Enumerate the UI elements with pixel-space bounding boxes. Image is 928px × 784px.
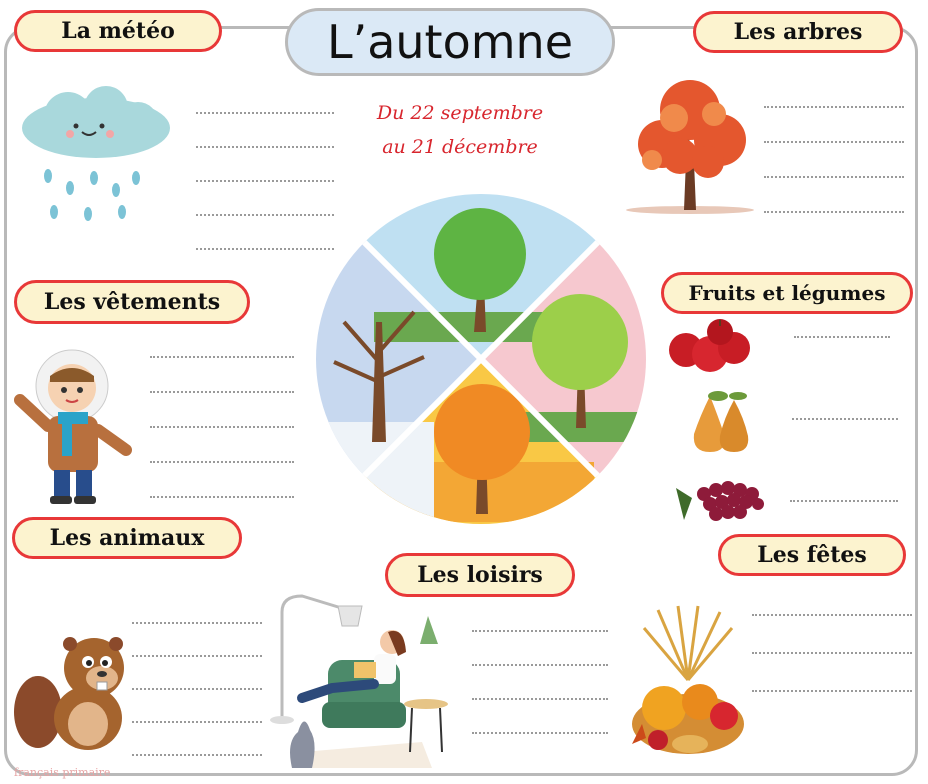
label-arbres: Les arbres: [693, 11, 903, 53]
writing-lines-loisirs: [472, 630, 608, 734]
grapes-icon: [672, 470, 772, 530]
dates-line-1: Du 22 septembre: [376, 102, 544, 124]
writing-lines-animaux: [132, 622, 262, 756]
writing-lines-vetements: [150, 356, 294, 498]
dates-line-2: au 21 décembre: [382, 136, 538, 158]
page-title: L’automne: [285, 8, 615, 76]
reading-woman-icon: [262, 592, 454, 768]
watermark: français primaire: [14, 766, 111, 779]
label-vetements: Les vêtements: [14, 280, 250, 324]
label-fruits: Fruits et légumes: [661, 272, 913, 314]
writing-lines-fruits-1: [794, 336, 890, 338]
season-dates: [350, 96, 570, 164]
writing-lines-fruits-3: [790, 500, 898, 502]
harvest-basket-icon: [628, 604, 748, 760]
label-meteo: La météo: [14, 10, 222, 52]
child-winter-coat-icon: [10, 346, 142, 510]
label-fetes: Les fêtes: [718, 534, 906, 576]
four-seasons-wheel-icon: [314, 192, 648, 526]
rain-cloud-icon: [18, 86, 174, 226]
writing-lines-fetes: [752, 614, 912, 692]
beaver-icon: [10, 626, 136, 754]
writing-lines-fruits-2: [792, 418, 898, 420]
label-animaux: Les animaux: [12, 517, 242, 559]
label-loisirs: Les loisirs: [385, 553, 575, 597]
pears-icon: [688, 386, 754, 456]
writing-lines-arbres: [764, 106, 904, 213]
apples-icon: [666, 318, 756, 374]
